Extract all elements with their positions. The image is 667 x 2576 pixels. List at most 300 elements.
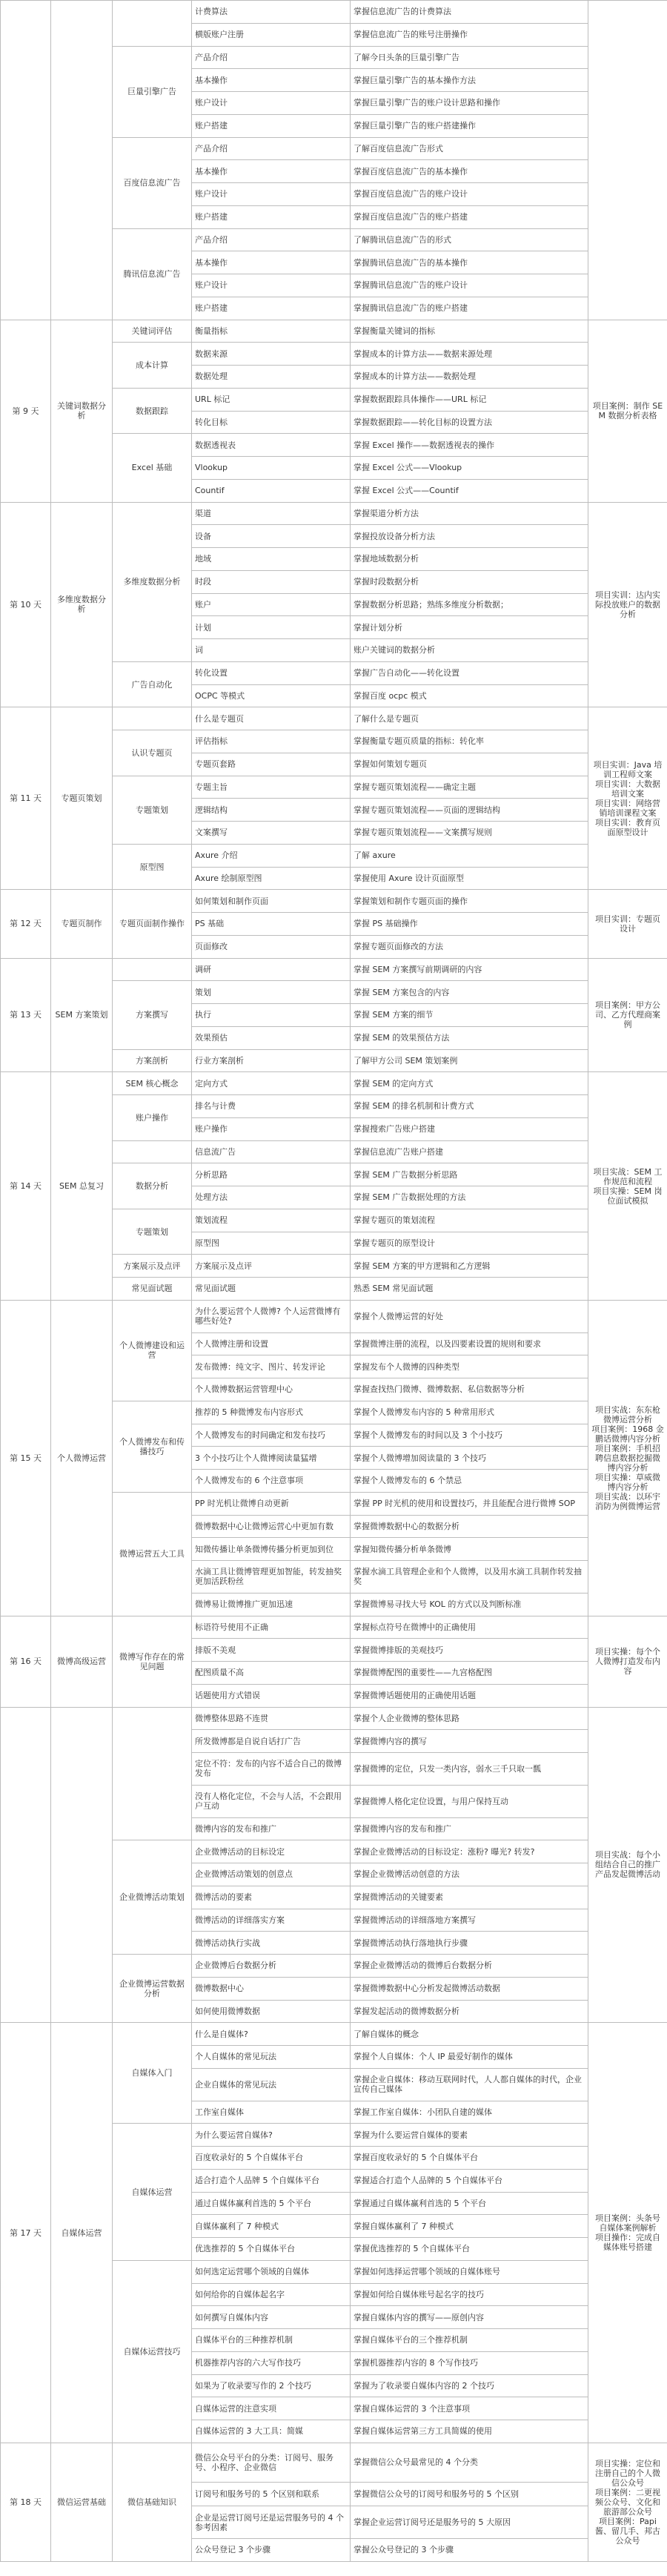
content-cell: 掌握信息流广告的计费算法 — [351, 1, 588, 24]
content-cell: 掌握 SEM 的定向方式 — [351, 1072, 588, 1095]
content-cell: 掌握知微传播分析单条微博 — [351, 1538, 588, 1561]
day-cell: 第 18 天 — [1, 2443, 51, 2561]
topic-cell: 计费算法 — [192, 1, 351, 24]
project-cell: 项目实训：专题页设计 — [588, 890, 667, 958]
content-cell: 掌握适合打造个人品牌的 5 个自媒体平台 — [351, 2169, 588, 2192]
day-cell: 第 12 天 — [1, 890, 51, 958]
content-cell: 掌握成本的计算方法——数据来源处理 — [351, 343, 588, 366]
table-row — [1, 1, 667, 24]
content-cell: 掌握腾讯信息流广告的账户搭建 — [351, 297, 588, 320]
topic-cell: 微信公众号平台的分类：订阅号、服务号、小程序、企业微信 — [192, 2443, 351, 2482]
submodule-cell: 广告自动化 — [113, 661, 192, 707]
content-cell: 掌握微博内容的撰写 — [351, 1730, 588, 1753]
topic-cell: 处理方法 — [192, 1186, 351, 1209]
content-cell: 掌握信息流广告账户搭建 — [351, 1140, 588, 1163]
content-cell: 掌握通过自媒体赢利首选的 5 个平台 — [351, 2192, 588, 2215]
content-cell: 账户关键词的数据分析 — [351, 639, 588, 662]
submodule-cell: 巨量引擎广告 — [113, 46, 192, 137]
topic-cell: 适合打造个人品牌 5 个自媒体平台 — [192, 2169, 351, 2192]
content-cell: 掌握自媒体赢利了 7 种模式 — [351, 2215, 588, 2238]
module-cell — [51, 1, 113, 320]
content-cell: 掌握广告自动化——转化设置 — [351, 661, 588, 684]
topic-cell: 账户搭建 — [192, 114, 351, 137]
module-cell: 自媒体运营 — [51, 2023, 113, 2443]
table-row — [1, 707, 667, 730]
submodule-cell: 专题策划 — [113, 1209, 192, 1255]
topic-cell: 数据来源 — [192, 343, 351, 366]
topic-cell: URL 标记 — [192, 388, 351, 411]
content-cell: 掌握企业微博活动的微博后台数据分析 — [351, 1955, 588, 1978]
topic-cell: 微博数据中心 — [192, 1977, 351, 2000]
topic-cell: 数据处理 — [192, 366, 351, 389]
topic-cell: PP 时光机让微博自动更新 — [192, 1492, 351, 1515]
content-cell: 掌握个人微博增加阅读量的 3 个技巧 — [351, 1447, 588, 1470]
topic-cell: 行业方案剖析 — [192, 1049, 351, 1072]
project-cell: 项目案例：制作 SEM 数据分析表格 — [588, 320, 667, 502]
submodule-cell: 微信基础知识 — [113, 2443, 192, 2561]
content-cell: 掌握专题页的原型设计 — [351, 1232, 588, 1255]
topic-cell: 账户操作 — [192, 1117, 351, 1140]
content-cell: 掌握个人自媒体：个人 IP 最爱好制作的媒体 — [351, 2046, 588, 2069]
submodule-cell: 专题页面制作操作 — [113, 890, 192, 958]
content-cell: 掌握专题页的策划流程 — [351, 1209, 588, 1232]
module-cell: 专题页策划 — [51, 707, 113, 890]
content-cell: 掌握数据分析思路；熟练多维度分析数据； — [351, 593, 588, 616]
content-cell: 掌握腾讯信息流广告的账户设计 — [351, 274, 588, 297]
content-cell: 掌握 SEM 的效果预估方法 — [351, 1026, 588, 1049]
topic-cell: 没有人格化定位，不会与人活，不会跟用户互动 — [192, 1785, 351, 1817]
topic-cell: Axure 介绍 — [192, 844, 351, 867]
submodule-cell — [113, 707, 192, 730]
topic-cell: 逻辑结构 — [192, 799, 351, 822]
content-cell: 掌握企业运营订阅号还是服务号的 5 大原因 — [351, 2506, 588, 2539]
topic-cell: 页面修改 — [192, 935, 351, 958]
topic-cell: 基本操作 — [192, 160, 351, 183]
topic-cell: 横版账户注册 — [192, 23, 351, 46]
content-cell: 掌握百度信息流广告的账户设计 — [351, 183, 588, 206]
topic-cell: 数据透视表 — [192, 434, 351, 457]
content-cell: 掌握微博内容的发布和推广 — [351, 1817, 588, 1840]
submodule-cell — [113, 1140, 192, 1163]
content-cell: 了解什么是专题页 — [351, 707, 588, 730]
topic-cell: 排版不美观 — [192, 1639, 351, 1662]
content-cell: 掌握巨量引擎广告的基本操作方法 — [351, 69, 588, 92]
topic-cell: 策划 — [192, 981, 351, 1004]
table-row — [1, 2443, 667, 2482]
content-cell: 掌握衡量关键词的指标 — [351, 320, 588, 343]
submodule-cell: 企业微博运营数据分析 — [113, 1955, 192, 2023]
topic-cell: 文案撰写 — [192, 822, 351, 845]
content-cell: 掌握微博活动执行落地执行步骤 — [351, 1932, 588, 1955]
topic-cell: 信息流广告 — [192, 1140, 351, 1163]
topic-cell: 企业微博活动的目标设定 — [192, 1840, 351, 1863]
day-cell: 第 13 天 — [1, 958, 51, 1072]
topic-cell: 分析思路 — [192, 1163, 351, 1186]
content-cell: 掌握企业微博活动的目标设定：涨粉? 曝光? 转发? — [351, 1840, 588, 1863]
submodule-cell: 自媒体运营 — [113, 2124, 192, 2261]
topic-cell: 微博活动执行实战 — [192, 1932, 351, 1955]
module-cell: SEM 方案策划 — [51, 958, 113, 1072]
submodule-cell — [113, 1, 192, 47]
topic-cell: 执行 — [192, 1004, 351, 1027]
content-cell: 掌握投放设备分析方法 — [351, 525, 588, 548]
topic-cell: 账户设计 — [192, 92, 351, 115]
content-cell: 掌握自媒体运营的 3 个注意事项 — [351, 2397, 588, 2420]
content-cell: 掌握 SEM 广告数据处理的方法 — [351, 1186, 588, 1209]
topic-cell: 工作室自媒体 — [192, 2101, 351, 2124]
content-cell: 掌握微博的定位，只发一类内容，弱水三千只取一瓢 — [351, 1753, 588, 1786]
content-cell: 掌握微博活动的详细落地方案撰写 — [351, 1909, 588, 1932]
topic-cell: 衡量指标 — [192, 320, 351, 343]
topic-cell: 评估指标 — [192, 730, 351, 753]
content-cell: 掌握 PS 基础操作 — [351, 913, 588, 936]
topic-cell: 企业是运营订阅号还是运营服务号的 4 个参考因素 — [192, 2506, 351, 2539]
topic-cell: 微博整体思路不连贯 — [192, 1707, 351, 1730]
content-cell: 掌握成本的计算方法——数据处理 — [351, 366, 588, 389]
topic-cell: 专题页套路 — [192, 753, 351, 776]
content-cell: 掌握个人微博运营的好处 — [351, 1300, 588, 1332]
content-cell: 掌握 SEM 方案的甲方逻辑和乙方逻辑 — [351, 1255, 588, 1278]
module-cell: 微信运营基础 — [51, 2443, 113, 2561]
topic-cell: 所发微博都是自说自话打广告 — [192, 1730, 351, 1753]
content-cell: 掌握发起活动的微博数据分析 — [351, 2000, 588, 2023]
topic-cell: 如果为了收录要写作的 2 个技巧 — [192, 2374, 351, 2397]
project-cell: 项目案例：甲方公司、乙方代理商案例 — [588, 958, 667, 1072]
topic-cell: OCPC 等模式 — [192, 684, 351, 707]
table-row — [1, 320, 667, 343]
topic-cell: 策划流程 — [192, 1209, 351, 1232]
topic-cell: 微博内容的发布和推广 — [192, 1817, 351, 1840]
topic-cell: 定向方式 — [192, 1072, 351, 1095]
content-cell: 掌握策划和制作专题页面的操作 — [351, 890, 588, 913]
module-cell: 个人微博运营 — [51, 1300, 113, 1616]
topic-cell: 话题使用方式错误 — [192, 1684, 351, 1707]
content-cell: 掌握微博话题使用的正确使用话题 — [351, 1684, 588, 1707]
table-row — [1, 958, 667, 981]
topic-cell: 企业自媒体的常见玩法 — [192, 2068, 351, 2101]
content-cell: 掌握如何选择运营哪个领域的自媒体账号 — [351, 2260, 588, 2283]
content-cell: 掌握腾讯信息流广告的基本操作 — [351, 251, 588, 274]
topic-cell: 转化设置 — [192, 661, 351, 684]
topic-cell: 个人微博发布的 6 个注意事项 — [192, 1470, 351, 1493]
content-cell: 掌握百度信息流广告的账户搭建 — [351, 205, 588, 228]
submodule-cell — [113, 958, 192, 981]
topic-cell: 账户搭建 — [192, 297, 351, 320]
submodule-cell — [113, 1707, 192, 1840]
submodule-cell: 方案展示及点评 — [113, 1255, 192, 1278]
topic-cell: Axure 绘制原型图 — [192, 867, 351, 890]
content-cell: 掌握发布个人微博的四种类型 — [351, 1355, 588, 1378]
topic-cell: 微博活动的要素 — [192, 1886, 351, 1909]
content-cell: 掌握微博活动的关键要素 — [351, 1886, 588, 1909]
submodule-cell: 成本计算 — [113, 343, 192, 389]
module-cell — [51, 1707, 113, 2023]
topic-cell: 账户搭建 — [192, 205, 351, 228]
submodule-cell: 专题策划 — [113, 776, 192, 844]
topic-cell: 个人微博注册和设置 — [192, 1332, 351, 1355]
submodule-cell: 常见面试题 — [113, 1278, 192, 1301]
content-cell: 了解自媒体的概念 — [351, 2023, 588, 2046]
project-cell: 项目实训：达内实际投放账户的数据分析 — [588, 502, 667, 707]
content-cell: 掌握专题页策划流程——页面的逻辑结构 — [351, 799, 588, 822]
project-cell: 项目实战：东东枪微博运营分析 项目案例：1968 金鹏话微博内容分析 项目案例：手机招聘信息数据挖掘微博内容分析 项目实操：草威微博内容分析 项目实战：以环宇消防为例微博运营 — [588, 1300, 667, 1616]
content-cell: 掌握地域数据分析 — [351, 548, 588, 571]
content-cell: 掌握专题页面修改的方法 — [351, 935, 588, 958]
topic-cell: 设备 — [192, 525, 351, 548]
table-row — [1, 1300, 667, 1332]
content-cell: 掌握工作室自媒体：小团队自建的媒体 — [351, 2101, 588, 2124]
submodule-cell: 个人微博建设和运营 — [113, 1300, 192, 1401]
content-cell: 掌握个人微博发布内容的 5 种常用形式 — [351, 1401, 588, 1424]
topic-cell: 如何撰写自媒体内容 — [192, 2306, 351, 2329]
topic-cell: 订阅号和服务号的 5 个区别和联系 — [192, 2483, 351, 2506]
topic-cell: 产品介绍 — [192, 137, 351, 160]
content-cell: 掌握微信公众号的订阅号和服务号的 5 个区别 — [351, 2483, 588, 2506]
day-cell: 第 15 天 — [1, 1300, 51, 1616]
topic-cell: 原型图 — [192, 1232, 351, 1255]
topic-cell: 如何给你的自媒体起名字 — [192, 2283, 351, 2306]
project-cell: 项目实操：定位和注册自己的个人微信公众号 项目案例：二更视频公众号、文化和旅游部公众号 项目案例：Papi 酱、留几手、邦古公众号 — [588, 2443, 667, 2561]
content-cell: 掌握数据跟踪具体操作——URL 标记 — [351, 388, 588, 411]
topic-cell: 渠道 — [192, 502, 351, 525]
topic-cell: 常见面试题 — [192, 1278, 351, 1301]
topic-cell: 个人微博发布的时间确定和发布技巧 — [192, 1424, 351, 1447]
topic-cell: 效果预估 — [192, 1026, 351, 1049]
topic-cell: 微博活动的详细落实方案 — [192, 1909, 351, 1932]
content-cell: 掌握 SEM 方案包含的内容 — [351, 981, 588, 1004]
content-cell: 掌握百度信息流广告的基本操作 — [351, 160, 588, 183]
submodule-cell: 个人微博发布和传播技巧 — [113, 1401, 192, 1492]
project-cell: 项目案例：头条号自媒体案例解析 项目操作：完成自媒体账号搭建 — [588, 2023, 667, 2443]
topic-cell: 基本操作 — [192, 251, 351, 274]
topic-cell: 为什么要运营个人微博? 个人运营微博有哪些好处? — [192, 1300, 351, 1332]
content-cell: 掌握使用 Axure 设计页面原型 — [351, 867, 588, 890]
topic-cell: 词 — [192, 639, 351, 662]
content-cell: 掌握优选推荐的 5 个自媒体平台 — [351, 2238, 588, 2261]
submodule-cell: 微博运营五大工具 — [113, 1492, 192, 1616]
content-cell: 掌握自媒体平台的三个推荐机制 — [351, 2329, 588, 2352]
topic-cell: 定位不符：发布的内容不适合自己的微博发布 — [192, 1753, 351, 1786]
content-cell: 掌握为了收录要自媒体内容的 2 个技巧 — [351, 2374, 588, 2397]
topic-cell: 企业微博后台数据分析 — [192, 1955, 351, 1978]
content-cell: 掌握专题页策划流程——确定主题 — [351, 776, 588, 799]
topic-cell: 什么是专题页 — [192, 707, 351, 730]
submodule-cell: 自媒体入门 — [113, 2023, 192, 2124]
module-cell: SEM 总复习 — [51, 1072, 113, 1301]
table-row — [1, 1072, 667, 1095]
table-row — [1, 502, 667, 525]
project-cell: 项目实操：每个个人微博打造发布内容 — [588, 1616, 667, 1707]
submodule-cell: 数据跟踪 — [113, 388, 192, 434]
content-cell: 掌握计划分析 — [351, 616, 588, 639]
topic-cell: 排名与计费 — [192, 1095, 351, 1118]
submodule-cell: 原型图 — [113, 844, 192, 890]
content-cell: 掌握为什么要运营自媒体的要素 — [351, 2124, 588, 2147]
content-cell: 掌握百度收录好的 5 个自媒体平台 — [351, 2147, 588, 2170]
project-cell: 项目实战：SEM 工作规范和流程 项目实操：SEM 岗位面试模拟 — [588, 1072, 667, 1301]
content-cell: 掌握微博数据中心分析发起微博活动数据 — [351, 1977, 588, 2000]
content-cell: 掌握时段数据分析 — [351, 570, 588, 593]
content-cell: 掌握水滴工具管理企业和个人微博，以及用水滴工具制作转发抽奖 — [351, 1561, 588, 1594]
topic-cell: 个人自媒体的常见玩法 — [192, 2046, 351, 2069]
content-cell: 掌握自媒体运营第三方工具简媒的使用 — [351, 2420, 588, 2443]
module-cell: 专题页制作 — [51, 890, 113, 958]
content-cell: 了解腾讯信息流广告的形式 — [351, 228, 588, 251]
topic-cell: 时段 — [192, 570, 351, 593]
content-cell: 了解百度信息流广告形式 — [351, 137, 588, 160]
project-cell: 项目实训：Java 培训工程师文案 项目实训：大数据培训文案 项目实训：网络营销培训课程文案 项目实训：教育页面原型设计 — [588, 707, 667, 890]
topic-cell: 机器推荐内容的六大写作技巧 — [192, 2351, 351, 2374]
content-cell: 掌握微博排版的美观技巧 — [351, 1639, 588, 1662]
topic-cell: 产品介绍 — [192, 228, 351, 251]
submodule-cell: 自媒体运营技巧 — [113, 2260, 192, 2443]
submodule-cell: 多维度数据分析 — [113, 502, 192, 661]
topic-cell: 如何策划和制作页面 — [192, 890, 351, 913]
table-row — [1, 1616, 667, 1639]
submodule-cell: SEM 核心概念 — [113, 1072, 192, 1095]
topic-cell: 自媒体赢利了 7 种模式 — [192, 2215, 351, 2238]
topic-cell: 什么是自媒体? — [192, 2023, 351, 2046]
content-cell: 掌握巨量引擎广告的账户设计思路和操作 — [351, 92, 588, 115]
topic-cell: 调研 — [192, 958, 351, 981]
content-cell: 掌握搜索广告账户搭建 — [351, 1117, 588, 1140]
project-cell — [588, 1, 667, 320]
content-cell: 掌握 Excel 操作——数据透视表的操作 — [351, 434, 588, 457]
content-cell: 掌握微博数据中心的数据分析 — [351, 1515, 588, 1538]
topic-cell: Vlookup — [192, 457, 351, 480]
topic-cell: 配图质量不高 — [192, 1662, 351, 1685]
content-cell: 掌握信息流广告的账号注册操作 — [351, 23, 588, 46]
content-cell: 掌握企业微博活动创意的方法 — [351, 1863, 588, 1886]
submodule-cell: 关键词评估 — [113, 320, 192, 343]
topic-cell: 基本操作 — [192, 69, 351, 92]
topic-cell: 账户 — [192, 593, 351, 616]
content-cell: 掌握个人微博发布的 6 个禁忌 — [351, 1470, 588, 1493]
day-cell: 第 16 天 — [1, 1616, 51, 1707]
topic-cell: 专题主旨 — [192, 776, 351, 799]
topic-cell: 发布微博：纯文字、图片、转发评论 — [192, 1355, 351, 1378]
content-cell: 掌握企业自媒体：移动互联网时代，人人都自媒体的时代，企业宣传自己媒体 — [351, 2068, 588, 2101]
submodule-cell: 百度信息流广告 — [113, 137, 192, 228]
topic-cell: 个人微博数据运营管理中心 — [192, 1378, 351, 1401]
topic-cell: 百度收录好的 5 个自媒体平台 — [192, 2147, 351, 2170]
content-cell: 了解 axure — [351, 844, 588, 867]
topic-cell: 自媒体运营的注意实项 — [192, 2397, 351, 2420]
content-cell: 掌握如何给自媒体账号起名字的技巧 — [351, 2283, 588, 2306]
content-cell: 掌握 SEM 广告数据分析思路 — [351, 1163, 588, 1186]
topic-cell: 计划 — [192, 616, 351, 639]
topic-cell: 推荐的 5 种微博发布内容形式 — [192, 1401, 351, 1424]
table-row — [1, 2023, 667, 2046]
content-cell: 掌握自媒体内容的撰写——原创内容 — [351, 2306, 588, 2329]
content-cell: 掌握查找热门微博、微博数据、私信数据等分析 — [351, 1378, 588, 1401]
content-cell: 掌握巨量引擎广告的账户搭建操作 — [351, 114, 588, 137]
submodule-cell: 腾讯信息流广告 — [113, 228, 192, 320]
content-cell: 掌握如何策划专题页 — [351, 753, 588, 776]
content-cell: 掌握微博注册的流程，以及四要素设置的规则和要求 — [351, 1332, 588, 1355]
content-cell: 了解今日头条的巨量引擎广告 — [351, 46, 588, 69]
content-cell: 掌握 SEM 方案的细节 — [351, 1004, 588, 1027]
day-cell — [1, 1, 51, 320]
submodule-cell: Excel 基础 — [113, 434, 192, 502]
topic-cell: 企业微博活动策划的创意点 — [192, 1863, 351, 1886]
topic-cell: 微博数据中心让微博运营心中更加有数 — [192, 1515, 351, 1538]
content-cell: 掌握公众号登记的 3 个步骤 — [351, 2539, 588, 2562]
topic-cell: 通过自媒体赢利首选的 5 个平台 — [192, 2192, 351, 2215]
submodule-cell: 数据分析 — [113, 1163, 192, 1209]
day-cell: 第 10 天 — [1, 502, 51, 707]
module-cell: 关键词数据分析 — [51, 320, 113, 502]
topic-cell: 地域 — [192, 548, 351, 571]
curriculum-rows — [1, 1, 667, 2562]
topic-cell: 公众号登记 3 个步骤 — [192, 2539, 351, 2562]
day-cell — [1, 1707, 51, 2023]
content-cell: 掌握专题页策划流程——文案撰写规则 — [351, 822, 588, 845]
content-cell: 掌握微博人格化定位设置，与用户保持互动 — [351, 1785, 588, 1817]
content-cell: 掌握数据跟踪——转化目标的设置方法 — [351, 411, 588, 434]
topic-cell: 如何使用微博数据 — [192, 2000, 351, 2023]
content-cell: 熟悉 SEM 常见面试题 — [351, 1278, 588, 1301]
project-cell: 项目实战：每个小组结合自己的推广产品发起微博活动 — [588, 1707, 667, 2023]
topic-cell: 3 个小技巧让个人微博阅读量猛增 — [192, 1447, 351, 1470]
table-row — [1, 890, 667, 913]
content-cell: 掌握个人企业微博的整体思路 — [351, 1707, 588, 1730]
content-cell: 掌握机器推荐内容的 8 个写作技巧 — [351, 2351, 588, 2374]
topic-cell: 如何选定运营哪个领域的自媒体 — [192, 2260, 351, 2283]
topic-cell: 标语符号使用不正确 — [192, 1616, 351, 1639]
day-cell: 第 9 天 — [1, 320, 51, 502]
content-cell: 掌握 Excel 公式——Countif — [351, 479, 588, 502]
day-cell: 第 17 天 — [1, 2023, 51, 2443]
content-cell: 掌握 SEM 方案撰写前期调研的内容 — [351, 958, 588, 981]
topic-cell: 账户设计 — [192, 274, 351, 297]
content-cell: 掌握 Excel 公式——Vlookup — [351, 457, 588, 480]
content-cell: 掌握标点符号在微博中的正确使用 — [351, 1616, 588, 1639]
content-cell: 掌握个人微博发布的时间以及 3 个小技巧 — [351, 1424, 588, 1447]
module-cell: 多维度数据分析 — [51, 502, 113, 707]
topic-cell: 水滴工具让微博管理更加智能，转发抽奖更加活跃粉丝 — [192, 1561, 351, 1594]
submodule-cell: 微博写作存在的常见问题 — [113, 1616, 192, 1707]
content-cell: 掌握渠道分析方法 — [351, 502, 588, 525]
topic-cell: 转化目标 — [192, 411, 351, 434]
topic-cell: 为什么要运营自媒体? — [192, 2124, 351, 2147]
day-cell: 第 11 天 — [1, 707, 51, 890]
content-cell: 掌握微信公众号最常见的 4 个分类 — [351, 2443, 588, 2482]
content-cell: 掌握微博易寻找大号 KOL 的方式以及判断标准 — [351, 1593, 588, 1616]
module-cell: 微博高级运营 — [51, 1616, 113, 1707]
content-cell: 了解甲方公司 SEM 策划案例 — [351, 1049, 588, 1072]
topic-cell: 微博易让微博推广更加迅速 — [192, 1593, 351, 1616]
topic-cell: 自媒体平台的三种推荐机制 — [192, 2329, 351, 2352]
content-cell: 掌握微博配图的重要性——九宫格配图 — [351, 1662, 588, 1685]
content-cell: 掌握衡量专题页质量的指标：转化率 — [351, 730, 588, 753]
submodule-cell: 认识专题页 — [113, 730, 192, 776]
topic-cell: 账户设计 — [192, 183, 351, 206]
content-cell: 掌握 SEM 的排名机制和计费方式 — [351, 1095, 588, 1118]
day-cell: 第 14 天 — [1, 1072, 51, 1301]
topic-cell: 产品介绍 — [192, 46, 351, 69]
content-cell: 掌握 PP 时光机的使用和设置技巧，并且能配合进行微博 SOP — [351, 1492, 588, 1515]
table-row — [1, 1707, 667, 1730]
topic-cell: 自媒体运营的 3 大工具：简媒 — [192, 2420, 351, 2443]
submodule-cell: 方案撰写 — [113, 981, 192, 1049]
topic-cell: PS 基础 — [192, 913, 351, 936]
topic-cell: 优选推荐的 5 个自媒体平台 — [192, 2238, 351, 2261]
topic-cell: 知微传播让单条微博传播分析更加到位 — [192, 1538, 351, 1561]
submodule-cell: 账户操作 — [113, 1095, 192, 1141]
topic-cell: 方案展示及点评 — [192, 1255, 351, 1278]
submodule-cell: 方案剖析 — [113, 1049, 192, 1072]
